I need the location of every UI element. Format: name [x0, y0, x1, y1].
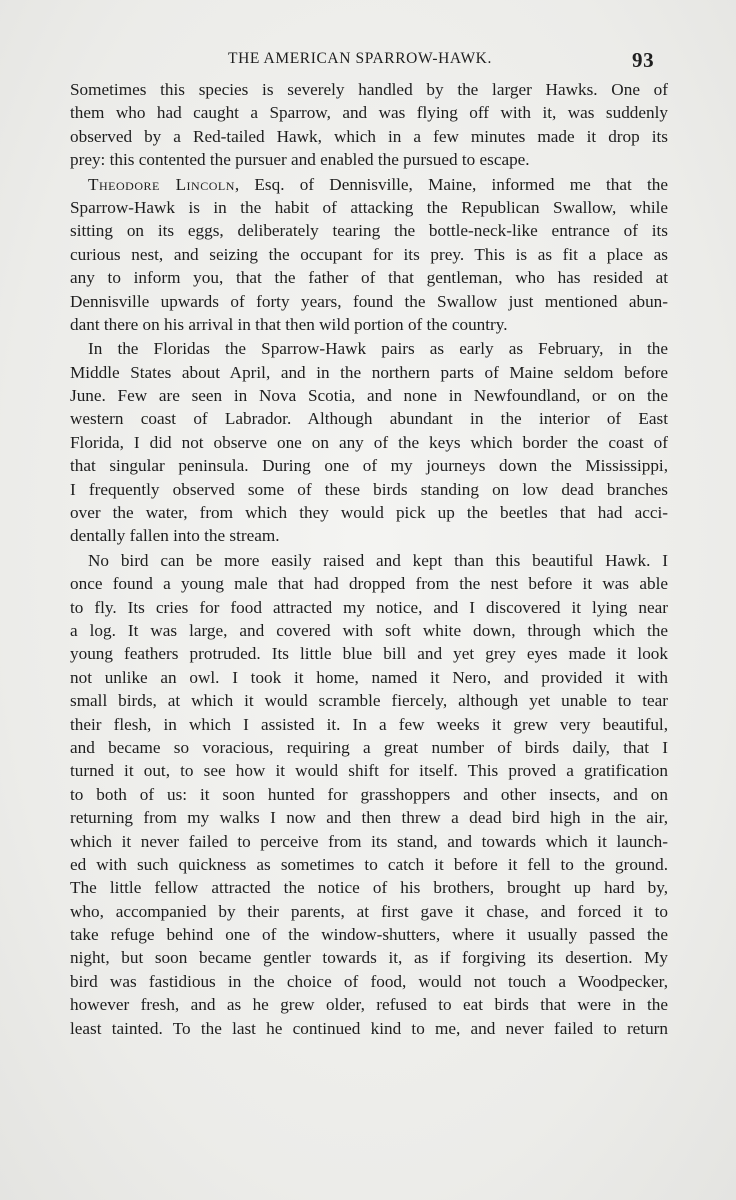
text-line: returning from my walks I now and then threw a dead bird high in the air, [70, 808, 668, 828]
text-line: night, but soon became gentler towards it, as if forgiving its desertion. My [70, 948, 668, 968]
text-line: any to inform you, that the father of that gentleman, who has resided at [70, 268, 668, 288]
small-caps-name: Theodore Lincoln [88, 174, 235, 194]
paragraph [70, 173, 668, 337]
text-line: Sometimes this species is severely handled by the larger Hawks. One of [70, 80, 668, 99]
text-line: small birds, at which it would scramble fiercely, although yet unable to tear [70, 691, 668, 711]
text-line: bird was fastidious in the choice of food, would not touch a Woodpecker, [70, 971, 668, 991]
text-line: prey: this contented the pursuer and enabled the pursued to escape. [70, 150, 530, 170]
text-line: once found a young male that had dropped from the nest before it was able [70, 574, 668, 594]
text-line: Middle States about April, and in the northern parts of Maine seldom before [70, 362, 668, 382]
text-line: ed with such quickness as sometimes to catch it before it fell to the ground. [70, 854, 668, 874]
text-line: June. Few are seen in Nova Scotia, and none in Newfoundland, or on the [70, 386, 668, 406]
text-line: The little fellow attracted the notice of his brothers, brought up hard by, [70, 878, 668, 898]
text-line: observed by a Red-tailed Hawk, which in a few minutes made it drop its [70, 126, 668, 146]
text-line: that singular peninsula. During one of my journeys down the Mississippi, [70, 456, 668, 476]
body-text [70, 78, 668, 1041]
text-line: Florida, I did not observe one on any of the keys which border the coast of [70, 432, 668, 452]
text-line: not unlike an owl. I took it home, named it Nero, and provided it with [70, 667, 668, 687]
text-line: their flesh, in which I assisted it. In a few weeks it grew very beautiful, [70, 714, 668, 734]
text-line: dant there on his arrival in that then wild portion of the country. [70, 314, 508, 334]
text-line: them who had caught a Sparrow, and was flying off with it, was suddenly [70, 103, 668, 123]
text-line: curious nest, and seizing the occupant for its prey. This is as fit a place as [70, 244, 668, 264]
page-number: 93 [632, 48, 655, 72]
text-line [70, 173, 668, 196]
text-line: who, accompanied by their parents, at first gave it chase, and forced it to [70, 901, 668, 921]
text-line: dentally fallen into the stream. [70, 526, 280, 546]
text-line: young feathers protruded. Its little blue bill and yet grey eyes made it look [70, 644, 668, 664]
text-line: In the Floridas the Sparrow-Hawk pairs as early as February, in the [88, 339, 668, 359]
text-line: I frequently observed some of these birds standing on low dead branches [70, 479, 668, 499]
text-line: and became so voracious, requiring a great number of birds daily, that I [70, 737, 668, 757]
text-line: No bird can be more easily raised and kept than this beautiful Hawk. I [88, 550, 668, 570]
line-text: , Esq. of Dennisville, Maine, informed me that the [234, 174, 668, 194]
text-line: sitting on its eggs, deliberately tearing the bottle-neck-like entrance of its [70, 221, 668, 241]
text-line: to both of us: it soon hunted for grasshoppers and other insects, and on [70, 784, 668, 804]
text-line: Dennisville upwards of forty years, found the Swallow just mentioned abun- [70, 291, 668, 311]
paragraph [70, 549, 668, 1040]
text-line: which it never failed to perceive from its stand, and towards which it launch- [70, 831, 668, 851]
running-head [0, 48, 736, 74]
text-line: to fly. Its cries for food attracted my notice, and I discovered it lying near [70, 597, 668, 617]
text-line: take refuge behind one of the window-shutters, where it usually passed the [70, 925, 668, 945]
text-line: western coast of Labrador. Although abundant in the interior of East [70, 409, 668, 429]
text-line: Sparrow-Hawk is in the habit of attacking the Republican Swallow, while [70, 197, 668, 217]
paragraph [70, 78, 668, 172]
text-line: turned it out, to see how it would shift for itself. This proved a gratification [70, 761, 668, 781]
text-line: a log. It was large, and covered with soft white down, through which the [70, 620, 668, 640]
text-line: least tainted. To the last he continued kind to me, and never failed to return [70, 1018, 668, 1038]
paragraph [70, 337, 668, 548]
running-title: THE AMERICAN SPARROW-HAWK. [228, 50, 492, 67]
text-line: over the water, from which they would pick up the beetles that had acci- [70, 503, 668, 523]
text-line: however fresh, and as he grew older, refused to eat birds that were in the [70, 995, 668, 1015]
